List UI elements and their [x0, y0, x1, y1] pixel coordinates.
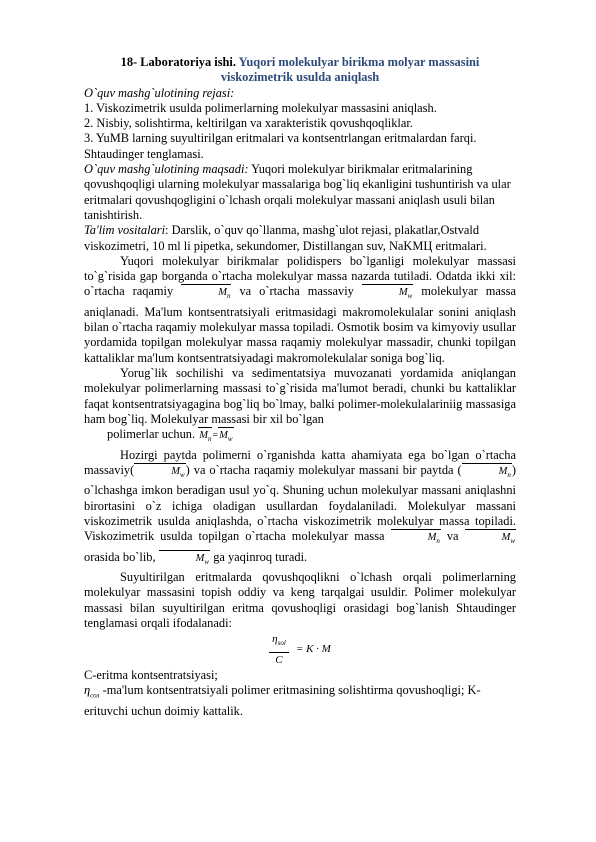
staudinger-equation	[84, 632, 516, 666]
mn-letter: M	[199, 430, 208, 442]
plan-item-1: 1. Viskozimetrik usulda polimerlarning molekulyar massasini aniqlash.	[84, 100, 437, 115]
mw-symbol	[218, 428, 233, 447]
mw-letter: M	[501, 532, 511, 544]
mw-sub: w	[180, 471, 185, 479]
eta-symbol: η	[272, 633, 278, 646]
equation-numerator	[269, 632, 289, 652]
plan-heading: O`quv mashg`ulotining rejasi:	[84, 85, 235, 100]
tools-paragraph	[84, 223, 516, 254]
equation-denominator: C	[275, 653, 283, 666]
mw-sub: w	[204, 557, 210, 566]
p1-text-a: Yuqori molekulyar birikmalar polidispers bo`lganligi molekulyar massasi to`g`risida gap borganda o`rtacha molekulyar massa nazarda tutiladi. Odatda ikki xil: o`rtacha raqamiy	[84, 253, 516, 299]
p2-text-a: Yorug`lik sochilishi va sedimentatsiya muvozanati yordamida aniqlangan molekulyar polimerlarning massasi to`g`risida ma'lumot beradi, chunki bu kattaliklar faqat kontsentratsiyagagina bog`liq bo`lmay, balki polimer-molekulalariniig massasiga ham bog`liq. Molekulyar massasi bir xil bo`lgan	[84, 366, 516, 426]
p3-text-d: va	[440, 529, 465, 544]
p3-text-f: ga yaqinroq turadi.	[210, 549, 308, 564]
p4-text: Suyultirilgan eritmalarda qovushqoqlikni o`lchash orqali polimerlarning molekulyar massasini topish oddiy va keng tarqalgai usuldir. Polimer molekulyar massasi bilan suyultirilgan eritma qovushoqligi orasidagi bog`lanish Shtaudinger tenglamasi orqali ifodalanadi:	[84, 569, 516, 630]
mw-letter: M	[219, 430, 228, 442]
mn-symbol	[391, 530, 441, 549]
p1-text-b: va o`rtacha massaviy	[231, 284, 362, 299]
paragraph-equal-mass	[84, 427, 516, 447]
paragraph-viscometric	[84, 448, 516, 570]
mw-symbol	[362, 285, 413, 304]
eta-subscript: sol	[277, 639, 286, 648]
mw-sub: w	[407, 292, 413, 301]
mw-letter: M	[195, 552, 205, 564]
plan-item-3: 3. YuMB larning suyultirilgan eritmalari va kontsentrlangan eritmalardan farqi. Shtaudinger tenglamasi.	[84, 131, 477, 161]
goal-heading: O`quv mashg`ulotining maqsadi:	[84, 162, 249, 177]
mn-sub: n	[226, 292, 231, 301]
document-page	[84, 55, 516, 720]
note-specific-viscosity	[84, 683, 516, 719]
mw-symbol	[465, 530, 516, 549]
p3-text-a: Hozirgi paytda polimerni o`rganishda katta ahamiyata ega bo`lgan o`rtacha massaviy(	[84, 447, 516, 477]
mn-letter: M	[498, 465, 508, 477]
mn-sub: n	[207, 435, 212, 444]
goal-paragraph	[84, 162, 516, 223]
mn-symbol	[462, 464, 512, 483]
note-concentration: C-eritma kontsentratsiyasi;	[84, 668, 218, 683]
p1-text-c: molekulyar massa aniqlanadi. Ma'lum kontsentratsiyali eritmasidagi makromolekulalar sonini aniqlash bilan o`rtacha raqamiy molekulyar massa topiladi. Osmotik bosim va kimyoviy usullar yordamida topilgan molekulyar massa raqamiy molekulyar massadir, chunki topilgan kattaliklar ma'lum kontsentratsiyadagi makromolekulalar soniga bog`liq.	[84, 284, 516, 365]
lab-topic: Yuqori molekulyar birikma molyar massasini viskozimetrik usulda aniqlash	[220, 55, 480, 85]
mn-sub: n	[507, 471, 511, 479]
equation-rhs: = K · M	[295, 643, 331, 656]
plan-item-2: 2. Nisbiy, solishtirma, keltirilgan va xarakteristik qovushqoqliklar.	[84, 116, 413, 131]
p2-text-b: polimerlar uchun.	[107, 427, 199, 442]
page-title	[84, 55, 516, 86]
mn-letter: M	[218, 287, 227, 299]
eta-note-text: -ma'lum kontsentratsiyali polimer eritmasining solishtirma qovushoqligi; K-erituvchi uchun doimiy kattalik.	[84, 683, 481, 719]
paragraph-polydispersity	[84, 254, 516, 366]
paragraph-staudinger	[84, 570, 516, 631]
eta-note-sub: сол	[90, 691, 100, 700]
mn-letter: M	[427, 532, 437, 544]
mw-sub: w	[227, 435, 233, 444]
mw-symbol	[159, 551, 210, 570]
eta-note-letter: η	[84, 683, 91, 698]
equation-fraction	[269, 632, 289, 668]
mw-letter: M	[171, 465, 180, 477]
mn-symbol	[198, 428, 212, 447]
mn-sub: n	[436, 537, 440, 546]
mw-sub: w	[510, 537, 516, 546]
p3-text-e: orasida bo`lib,	[84, 549, 159, 564]
tools-heading: Ta'lim vositalari	[84, 223, 166, 238]
eta-note-symbol	[84, 683, 100, 700]
plan-section	[84, 86, 516, 162]
p3-text-c: ) o`lchashga imkon beradigan usul yo`q. Shuning uchun molekulyar massani aniqlashni birortasini o`z ichiga oladigan usullardan foydalaniladi. Molekulyar massani viskozimetrik usulda aniqlashda, o`rtacha viskozimetrik molekulyar massa topiladi. Viskozimetrik usulda topilgan o`rtacha molekulyar massa	[84, 462, 516, 544]
tools-text: : Darslik, o`quv qo`llanma, mashg`ulot rejasi, plakatlar,Ostvald viskozimetri, 10 ml li pipetka, sekundomer, Distillangan suv, NaKMЦ eritmalari.	[84, 223, 487, 253]
mw-letter: M	[398, 287, 408, 299]
equals-sign: =	[212, 430, 219, 442]
goal-text: Yuqori molekulyar birikmalar eritmalarining qovushqoqligi ularning molekulyar massalariga bog`liq ekanligini tushuntirish va ular eritmalari qovushqogligini o`lchash orqali molekulyar massani aniqlash usuli bilan tanishtirish.	[84, 162, 511, 222]
mn-symbol	[181, 285, 231, 304]
lab-number: 18- Laboratoriya ishi.	[120, 55, 236, 69]
mw-symbol	[134, 464, 185, 483]
p3-text-b: ) va o`rtacha raqamiy molekulyar massani bir paytda (	[185, 462, 462, 477]
paragraph-light-scattering	[84, 366, 516, 427]
